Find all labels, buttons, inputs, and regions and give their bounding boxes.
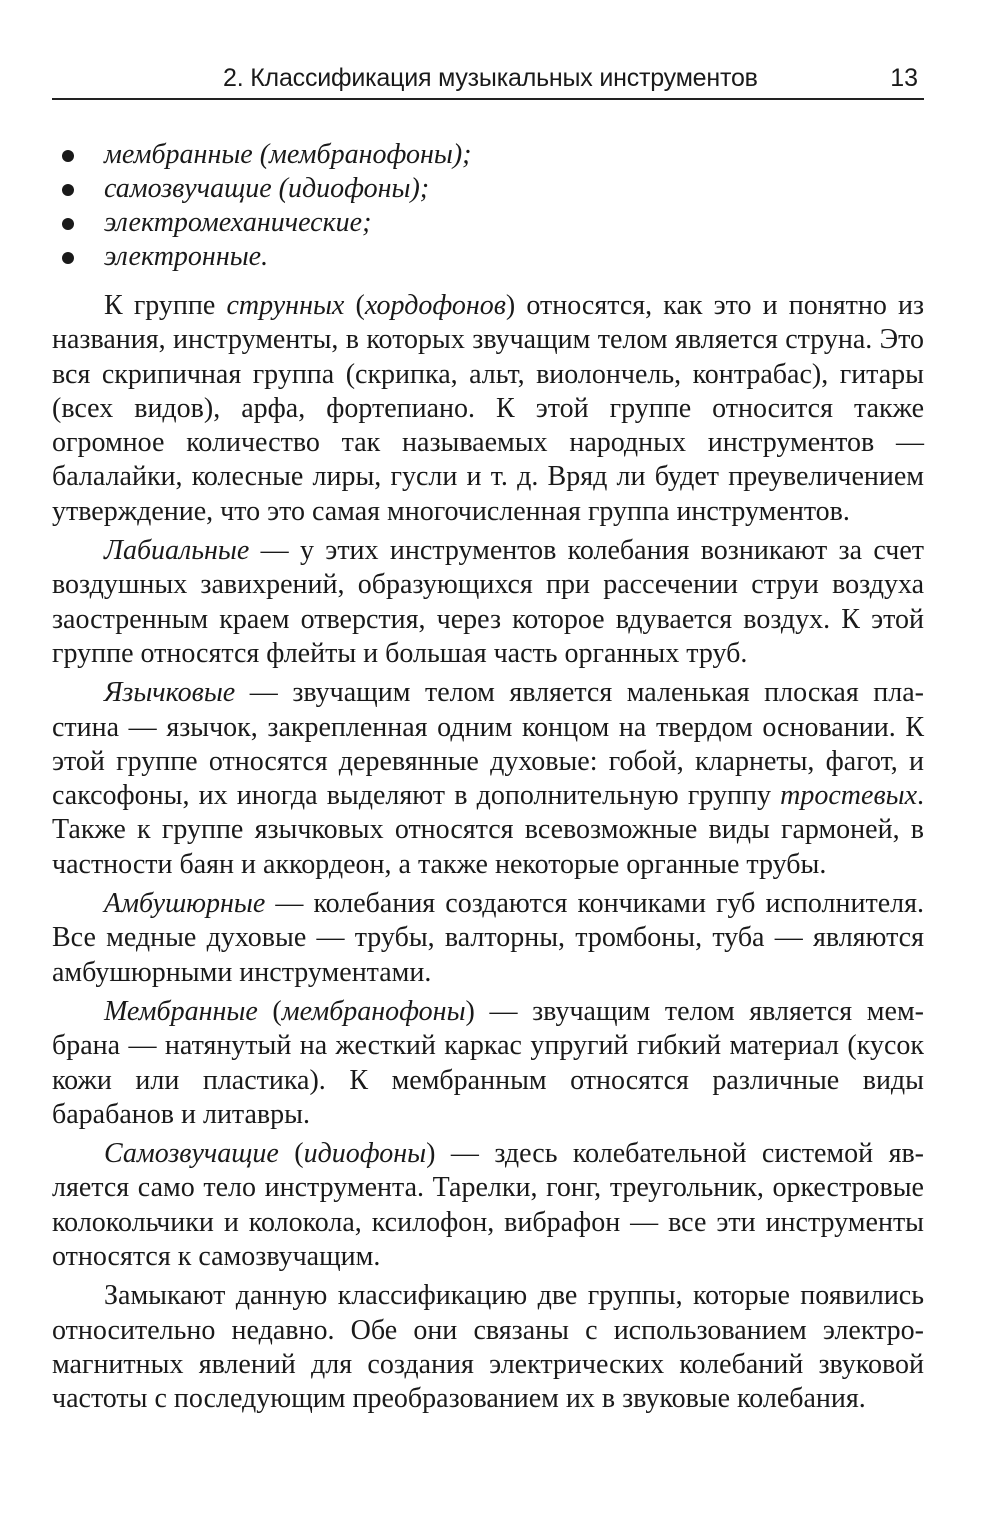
text-run: — колебания создаются кончиками губ исполнителя. Все медные духовые — трубы, валторны, тромбоны, туба — являются амбушюрными инструментами. — [52, 888, 924, 988]
list-item-text: самозвучащие (идиофоны); — [104, 173, 430, 204]
term-emphasis: Амбушюрные — [104, 888, 266, 920]
text-run: ( — [278, 1138, 304, 1170]
text-run: . Также к группе язычковых относятся всевозможные виды гармоней, в частности баян и аккордеон, а также некоторые органные трубы. — [52, 780, 924, 880]
term-emphasis: Язычковые — [104, 677, 236, 709]
bullet-icon — [62, 218, 74, 230]
term-emphasis: идиофоны — [303, 1138, 427, 1170]
bullet-icon — [62, 184, 74, 196]
text-run: ( — [344, 290, 365, 321]
text-run: Замыкают данную классификацию две группы, которые появились относительно недавно. Обе они связаны с использованием электромагнитных явлений для создания электрических колебаний звуковой частоты с последующим преобразованием их в звуковые колебания. — [52, 1280, 924, 1415]
list-item — [52, 240, 924, 274]
page-number: 13 — [890, 64, 918, 92]
text-run: — у этих инструментов колебания возникают за счет воздушных завихрений, образующихся при рассечении струи воздуха заостренным краем отверстия, через которое вдувается воздух. К этой группе относятся флейты и большая часть органных труб. — [52, 535, 924, 669]
paragraph-idiophone — [52, 1137, 924, 1274]
term-emphasis: струнных — [226, 290, 345, 321]
chapter-title: 2. Классификация музыкальных инструментов — [223, 64, 758, 92]
bullet-icon — [62, 150, 74, 162]
term-emphasis: мембранофоны — [281, 995, 466, 1027]
list-item — [52, 138, 924, 172]
text-run: К группе — [104, 290, 227, 321]
term-emphasis: Мембранные — [104, 995, 258, 1027]
list-item-text: электронные. — [104, 241, 269, 272]
paragraph-embouchure — [52, 887, 924, 990]
paragraph-labial — [52, 534, 924, 671]
list-item-text: электромеханические; — [104, 207, 372, 238]
list-item — [52, 206, 924, 240]
bullet-icon — [62, 252, 74, 264]
list-item-text: мембранные (мембранофоны); — [104, 139, 472, 170]
term-emphasis: Самозвучащие — [104, 1138, 279, 1170]
body-text — [52, 289, 924, 1417]
book-page — [52, 58, 924, 1498]
term-emphasis: хордофонов — [364, 290, 506, 321]
paragraph-electro-groups — [52, 1279, 924, 1416]
text-run: ) относятся, как это и понятно из названия, инструменты, в которых звучащим телом является струна. Это вся скрипичная группа (скрипка, альт, виолончель, контрабас), гитары (всех видов), арфа, фортепиано. К этой группе относится также огромное количество так называемых народных инструментов — балалайки, колесные лиры, гусли и т. д. Вряд ли будет преувеличением утверждение, что это самая многочисленная группа инструментов. — [52, 290, 925, 527]
paragraph-reed — [52, 676, 924, 882]
text-run: ( — [257, 995, 282, 1027]
instrument-group-list — [52, 138, 924, 274]
paragraph-string-instruments — [52, 289, 924, 529]
term-emphasis: Лабиальные — [104, 535, 250, 567]
text-run: ) — звучащим телом является мембрана — натянутый на жесткий каркас упругий гибкий материал (кусок кожи или пластика). К мембранным относятся различные виды барабанов и литавры. — [52, 995, 924, 1130]
running-header — [52, 58, 924, 100]
text-run: ) — здесь колебательной системой является само тело инструмента. Тарелки, гонг, треугольник, оркестровые колокольчики и колокола, ксилофон, вибрафон — все эти инструменты относятся к самозвучащим. — [52, 1138, 924, 1273]
list-item — [52, 172, 924, 206]
text-run: — звучащим телом является маленькая плоская пластина — язычок, закрепленная одним концом на твердом основании. К этой группе относятся деревянные духовые: гобой, кларнеты, фагот, и саксофоны, их иногда выделяют в дополнительную группу — [52, 677, 924, 812]
paragraph-membrane — [52, 995, 924, 1132]
term-emphasis: тростевых — [780, 780, 917, 812]
